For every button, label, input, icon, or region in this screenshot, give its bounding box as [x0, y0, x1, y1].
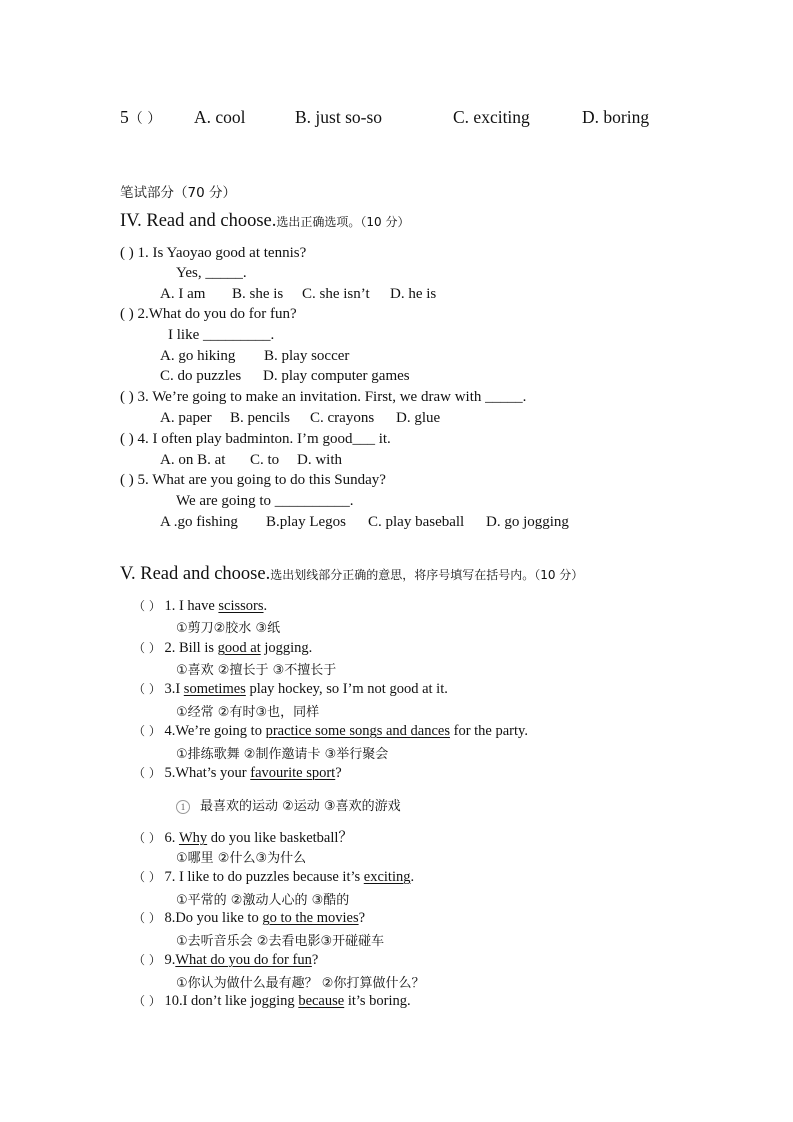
underlined-phrase: scissors: [218, 598, 264, 614]
question-post: play hockey, so I’m not good at it.: [245, 681, 448, 697]
option-a: A. go hiking: [160, 348, 236, 364]
option-b: B. pencils: [230, 410, 290, 426]
option-c: C. she isn’t: [302, 286, 370, 302]
part5-heading-cn: 选出划线部分正确的意思，将序号填写在括号内。（10 分）: [270, 568, 584, 582]
underlined-phrase: favourite sport: [250, 765, 336, 781]
option-d: D. go jogging: [486, 514, 569, 530]
option-b: B. she is: [232, 286, 284, 302]
answer-paren[interactable]: ( ): [120, 472, 134, 488]
answer-paren[interactable]: （ ）: [133, 870, 161, 884]
choice-text: ①喜欢 ②擅长于 ③不擅长于: [176, 663, 337, 678]
option-a: A .go fishing: [160, 514, 238, 530]
part4-heading-en: IV. Read and choose.: [120, 211, 277, 231]
p5-q1: [133, 597, 267, 615]
p5-q7: [133, 868, 414, 886]
p4-q3: [120, 389, 526, 406]
question-post: ?: [311, 952, 319, 968]
choice-text: ①平常的 ②激动人心的 ③酷的: [176, 893, 350, 908]
p4-q2: [120, 306, 297, 323]
answer-paren[interactable]: ( ): [120, 389, 134, 405]
p5-q7-choices: [176, 889, 349, 908]
underlined-phrase: practice some songs and dances: [265, 723, 450, 739]
p4-q4: [120, 431, 391, 448]
question-pre: 9.: [164, 952, 176, 968]
p5-q3-choices: [176, 701, 319, 720]
question-pre: 8.Do you like to: [164, 910, 263, 926]
p5-q4: [133, 722, 528, 740]
choice-text: ①哪里 ②什么③为什么: [176, 851, 307, 866]
p4-q2-answer-line: I like _________.: [168, 327, 275, 343]
option-a: A. cool: [194, 107, 246, 127]
underlined-phrase: exciting: [363, 869, 411, 885]
underlined-phrase: good at: [217, 640, 261, 656]
part5-heading-en: V. Read and choose.: [120, 564, 271, 584]
question-post: do you like basketball？: [207, 830, 353, 846]
option-d: D. boring: [582, 107, 650, 127]
question-post: for the party.: [450, 723, 528, 739]
choice-text: ①你认为做什么最有趣？ ②你打算做什么？: [176, 976, 425, 991]
listening-item-5: [120, 107, 161, 128]
question-pre: 10.I don’t like jogging: [164, 993, 299, 1009]
p5-q8: [133, 909, 365, 927]
option-c: C. do puzzles: [160, 368, 242, 384]
question-post: .: [410, 869, 415, 885]
underlined-phrase: sometimes: [183, 681, 246, 697]
option-ab: A. on B. at: [160, 452, 226, 468]
underlined-phrase: What do you do for fun: [175, 952, 312, 968]
question-post: jogging.: [260, 640, 313, 656]
option-a: A. I am: [160, 286, 206, 302]
part4-heading-cn: 选出正确选项。（10 分）: [276, 215, 410, 229]
option-b: B.play Legos: [266, 514, 346, 530]
option-b: B. play soccer: [264, 348, 350, 364]
answer-paren[interactable]: （ ）: [133, 953, 161, 967]
p4-q3-options: [160, 410, 440, 427]
question-stem: 1. Is Yaoyao good at tennis?: [137, 245, 307, 261]
answer-paren[interactable]: （ ）: [133, 766, 161, 780]
option-d: D. with: [297, 452, 342, 468]
part5-heading: [120, 564, 583, 585]
p5-q2-choices: [176, 659, 336, 678]
option-d: D. he is: [390, 286, 437, 302]
option-c: C. play baseball: [368, 514, 465, 530]
answer-paren[interactable]: （ ）: [133, 724, 161, 738]
p4-q5: [120, 472, 386, 489]
p5-q5: [133, 764, 342, 782]
p4-q5-answer-line: We are going to __________.: [176, 493, 354, 509]
choice-text: ①去听音乐会 ②去看电影③开碰碰车: [176, 934, 385, 949]
option-b: B. just so-so: [295, 107, 383, 127]
p5-q5-choices: [176, 795, 401, 814]
question-pre: 4.We’re going to: [164, 723, 266, 739]
question-post: .: [263, 598, 268, 614]
p5-q3: [133, 680, 448, 698]
question-stem: 3. We’re going to make an invitation. First, we draw with _____.: [137, 389, 527, 405]
answer-paren[interactable]: （ ）: [133, 641, 161, 655]
answer-paren[interactable]: （ ）: [133, 911, 161, 925]
answer-paren: （ ）: [128, 111, 162, 127]
underlined-phrase: Why: [178, 830, 208, 846]
question-pre: 1. I have: [164, 598, 219, 614]
question-pre: 5.What’s your: [164, 765, 251, 781]
p5-q6: [133, 826, 353, 847]
option-d: D. play computer games: [263, 368, 410, 384]
question-post: ?: [358, 910, 366, 926]
question-pre: 2. Bill is: [164, 640, 218, 656]
p5-q8-choices: [176, 930, 384, 949]
p5-q10: [133, 992, 411, 1010]
p5-q2: [133, 639, 312, 657]
option-c: C. to: [250, 452, 280, 468]
p5-q1-choices: [176, 617, 280, 636]
choice-text: ①排练歌舞 ②制作邀请卡 ③举行聚会: [176, 747, 389, 762]
question-post: ?: [335, 765, 342, 781]
p4-q1-answer-line: Yes, _____.: [176, 265, 247, 281]
option-c: C. crayons: [310, 410, 375, 426]
p4-q2-options-row1: [160, 348, 349, 365]
written-section-title: 笔试部分（70 分）: [120, 185, 236, 201]
p5-q9: [133, 951, 318, 969]
p4-q1-options: [160, 286, 436, 303]
choice-text: ①经常 ②有时③也，同样: [176, 705, 320, 720]
p5-q9-choices: [176, 972, 424, 991]
p4-q5-options: [160, 514, 569, 531]
p4-q4-options: [160, 452, 342, 469]
part4-heading: [120, 211, 409, 232]
answer-paren[interactable]: ( ): [120, 306, 134, 322]
p5-q6-choices: [176, 847, 306, 866]
choice-text: ①剪刀②胶水 ③纸: [176, 621, 281, 636]
p4-q2-options-row2: [160, 368, 410, 385]
option-d: D. glue: [396, 410, 441, 426]
question-pre: 3.I: [164, 681, 184, 697]
answer-paren[interactable]: （ ）: [133, 994, 161, 1008]
item-number: 5: [120, 107, 129, 127]
choice-text: 最喜欢的运动 ②运动 ③喜欢的游戏: [200, 799, 401, 814]
answer-paren[interactable]: （ ）: [133, 682, 161, 696]
underlined-phrase: go to the movies: [262, 910, 359, 926]
question-post: it’s boring.: [344, 993, 411, 1009]
question-pre: 7. I like to do puzzles because it’s: [164, 869, 364, 885]
answer-paren[interactable]: ( ): [120, 431, 134, 447]
option-c: C. exciting: [453, 107, 530, 127]
answer-paren[interactable]: （ ）: [133, 599, 161, 613]
question-stem: 5. What are you going to do this Sunday?: [137, 472, 386, 488]
question-stem: 2.What do you do for fun?: [137, 306, 297, 322]
p5-q4-choices: [176, 743, 388, 762]
answer-paren[interactable]: ( ): [120, 245, 134, 261]
circled-number-icon: 1: [176, 800, 190, 814]
answer-paren[interactable]: （ ）: [133, 831, 161, 845]
option-a: A. paper: [160, 410, 212, 426]
question-stem: 4. I often play badminton. I’m good___ it.: [137, 431, 391, 447]
underlined-phrase: because: [298, 993, 345, 1009]
p4-q1: [120, 245, 306, 262]
question-pre: 6.: [164, 830, 179, 846]
